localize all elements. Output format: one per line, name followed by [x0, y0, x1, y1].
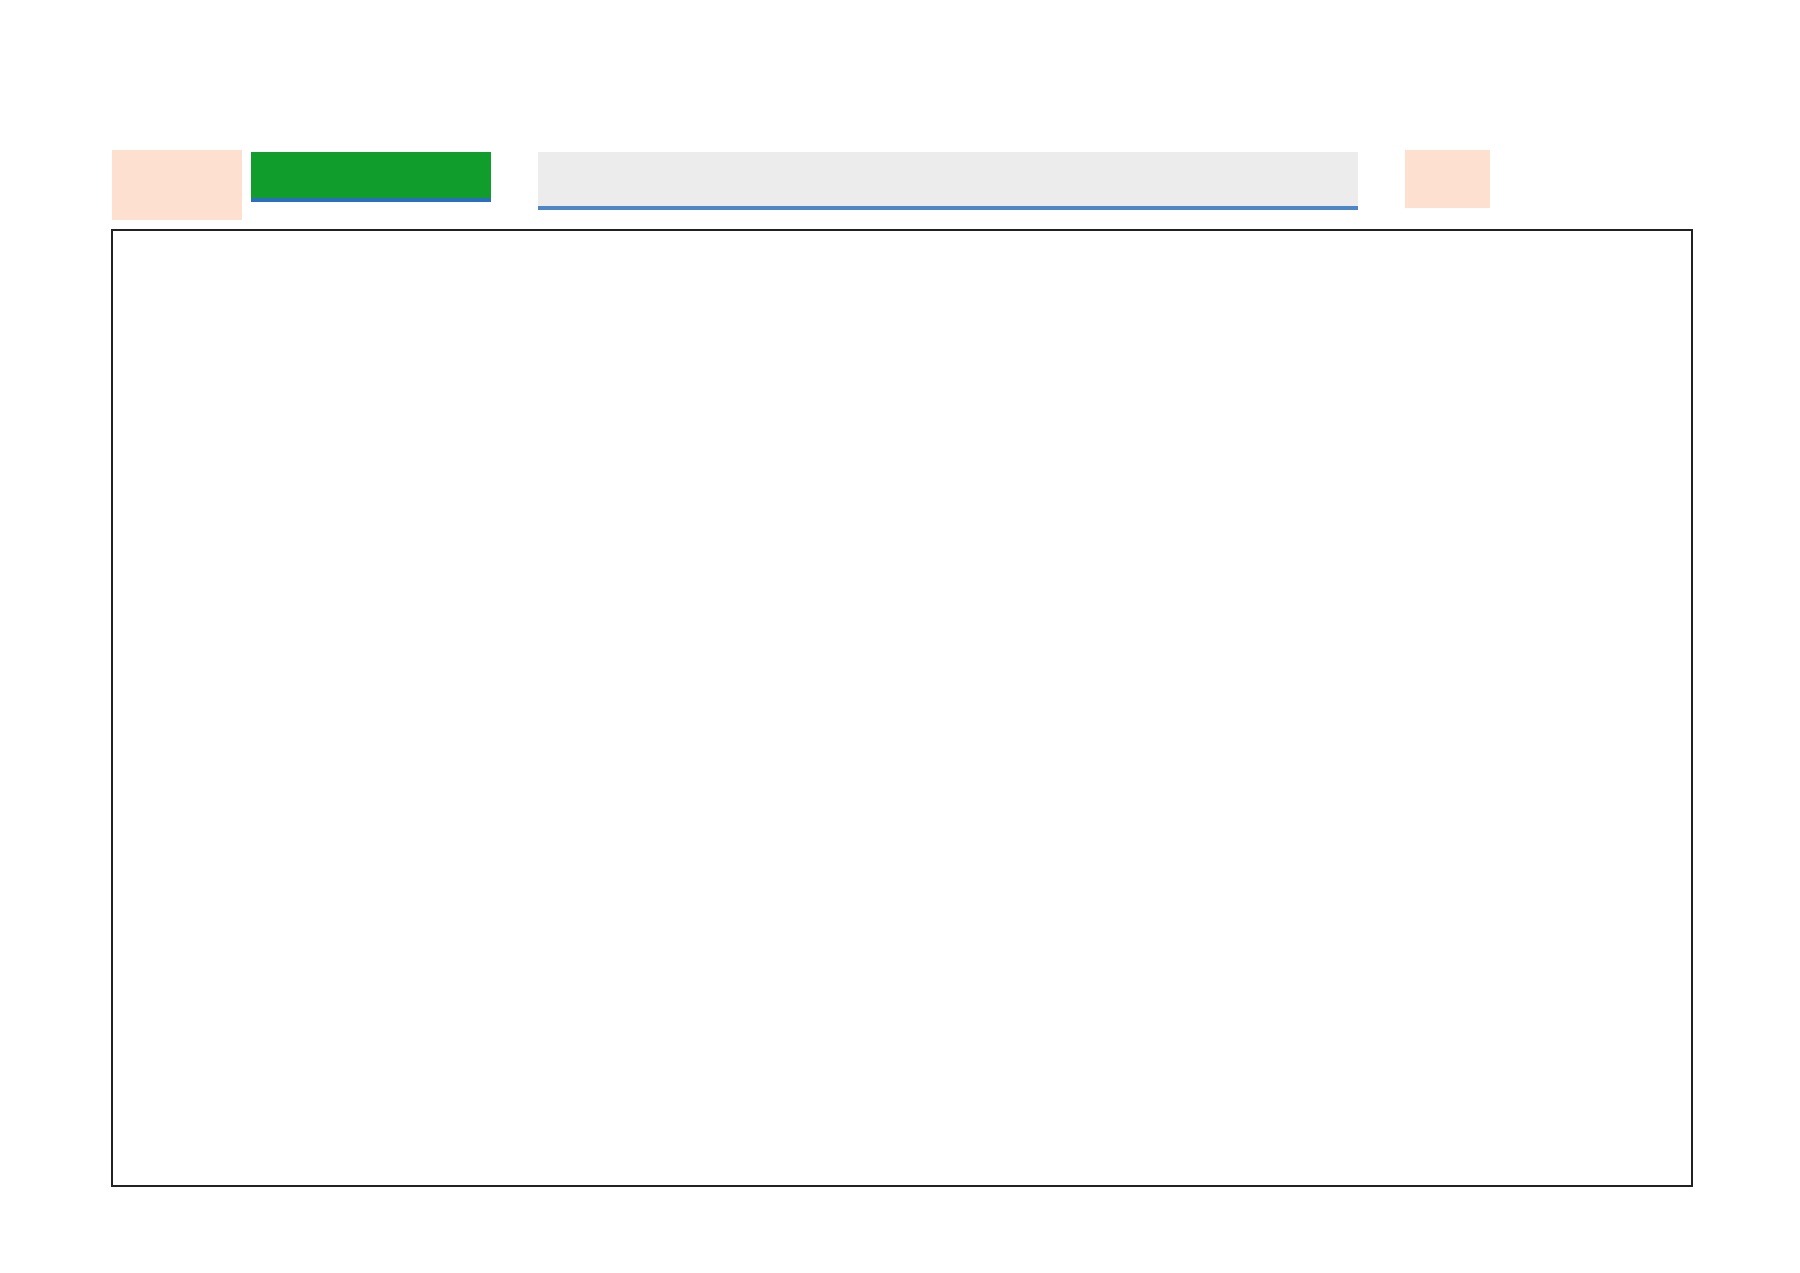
- title-box: [538, 152, 1358, 210]
- youton-box: [1405, 150, 1490, 208]
- biorhythm-chart: [111, 852, 1693, 1187]
- brand-box: [112, 150, 242, 220]
- honmeisei-badge: [251, 152, 491, 202]
- phase-legend-banner: [111, 229, 112, 230]
